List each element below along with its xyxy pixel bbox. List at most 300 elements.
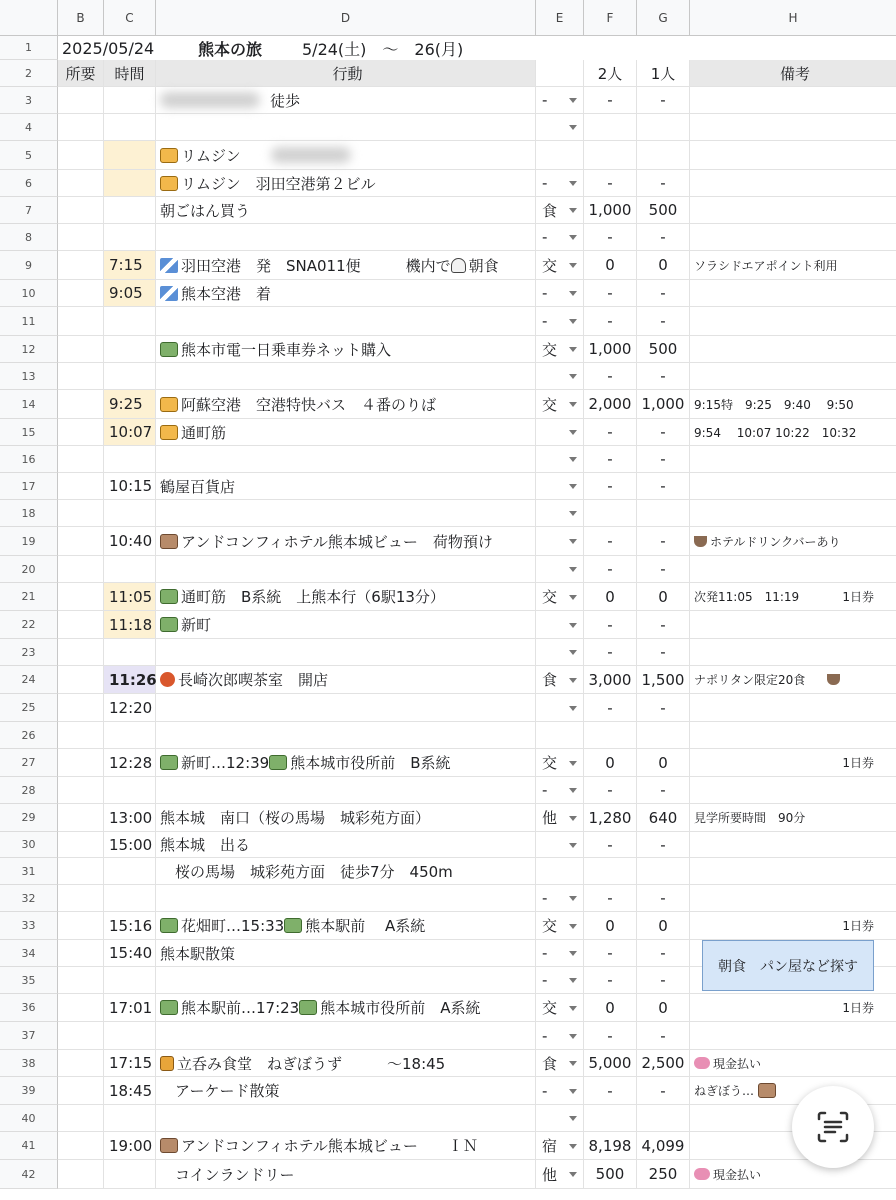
duration-cell[interactable] <box>58 1105 104 1132</box>
chevron-down-icon[interactable] <box>569 347 577 352</box>
price-2-cell[interactable] <box>584 994 637 1022</box>
row-number[interactable]: 38 <box>0 1050 58 1077</box>
category-select[interactable] <box>536 1105 584 1132</box>
time-cell[interactable] <box>104 1160 156 1189</box>
action-cell[interactable] <box>156 994 536 1022</box>
select-all-corner[interactable] <box>0 0 58 36</box>
price-2-cell[interactable] <box>584 1105 637 1132</box>
price-1-cell[interactable] <box>637 832 690 858</box>
price-2-cell[interactable] <box>584 1132 637 1160</box>
time-cell[interactable] <box>104 141 156 170</box>
duration-cell[interactable] <box>58 500 104 527</box>
time-cell[interactable] <box>104 556 156 583</box>
category-select[interactable] <box>536 556 584 583</box>
notes-cell[interactable] <box>690 500 896 527</box>
notes-cell[interactable] <box>690 307 896 336</box>
category-select[interactable] <box>536 280 584 307</box>
notes-cell[interactable] <box>690 251 896 280</box>
price-2-cell[interactable] <box>584 170 637 197</box>
price-2-cell[interactable] <box>584 749 637 777</box>
price-1-cell[interactable] <box>637 224 690 251</box>
time-cell[interactable] <box>104 1132 156 1160</box>
notes-cell[interactable] <box>690 114 896 141</box>
row-number[interactable]: 19 <box>0 527 58 556</box>
duration-cell[interactable] <box>58 912 104 940</box>
duration-cell[interactable] <box>58 419 104 446</box>
price-2-cell[interactable] <box>584 527 637 556</box>
price-1-cell[interactable] <box>637 777 690 804</box>
category-select[interactable] <box>536 994 584 1022</box>
notes-cell[interactable] <box>690 527 896 556</box>
action-cell[interactable] <box>156 694 536 722</box>
category-select[interactable] <box>536 419 584 446</box>
column-header-e[interactable]: E <box>536 0 584 36</box>
chevron-down-icon[interactable] <box>569 402 577 407</box>
action-cell[interactable] <box>156 251 536 280</box>
price-1-cell[interactable] <box>637 141 690 170</box>
row-number[interactable]: 36 <box>0 994 58 1022</box>
category-select[interactable] <box>536 749 584 777</box>
action-cell[interactable] <box>156 280 536 307</box>
time-cell[interactable] <box>104 639 156 666</box>
price-1-cell[interactable] <box>637 197 690 224</box>
row-number[interactable]: 29 <box>0 804 58 832</box>
price-2-cell[interactable] <box>584 858 637 885</box>
category-select[interactable] <box>536 446 584 473</box>
row-number[interactable]: 31 <box>0 858 58 885</box>
notes-cell[interactable] <box>690 858 896 885</box>
action-cell[interactable] <box>156 473 536 500</box>
row-number[interactable]: 22 <box>0 611 58 639</box>
category-select[interactable] <box>536 170 584 197</box>
category-select[interactable] <box>536 87 584 114</box>
duration-cell[interactable] <box>58 832 104 858</box>
action-cell[interactable] <box>156 666 536 694</box>
price-2-cell[interactable] <box>584 1050 637 1077</box>
chevron-down-icon[interactable] <box>569 1061 577 1066</box>
duration-cell[interactable] <box>58 967 104 994</box>
price-2-cell[interactable] <box>584 722 637 749</box>
time-cell[interactable] <box>104 527 156 556</box>
price-1-cell[interactable] <box>637 87 690 114</box>
duration-cell[interactable] <box>58 749 104 777</box>
notes-cell[interactable] <box>690 1022 896 1050</box>
action-cell[interactable] <box>156 390 536 419</box>
action-cell[interactable] <box>156 527 536 556</box>
price-2-cell[interactable] <box>584 141 637 170</box>
row-number[interactable]: 14 <box>0 390 58 419</box>
price-2-cell[interactable] <box>584 500 637 527</box>
action-cell[interactable] <box>156 556 536 583</box>
category-select[interactable] <box>536 583 584 611</box>
category-select[interactable] <box>536 224 584 251</box>
column-header-h[interactable]: H <box>788 11 798 25</box>
notes-cell[interactable] <box>690 1050 896 1077</box>
action-cell[interactable] <box>156 224 536 251</box>
category-select[interactable] <box>536 832 584 858</box>
category-select[interactable] <box>536 1160 584 1189</box>
duration-cell[interactable] <box>58 336 104 363</box>
notes-cell[interactable] <box>690 556 896 583</box>
action-cell[interactable] <box>156 722 536 749</box>
action-cell[interactable] <box>156 446 536 473</box>
duration-cell[interactable] <box>58 994 104 1022</box>
price-2-cell[interactable] <box>584 556 637 583</box>
duration-cell[interactable] <box>58 1077 104 1105</box>
price-2-cell[interactable] <box>584 390 637 419</box>
price-1-cell[interactable] <box>637 280 690 307</box>
price-2-cell[interactable] <box>584 363 637 390</box>
price-2-cell[interactable] <box>584 639 637 666</box>
price-1-cell[interactable] <box>637 1160 690 1189</box>
time-cell[interactable] <box>104 197 156 224</box>
chevron-down-icon[interactable] <box>569 263 577 268</box>
duration-cell[interactable] <box>58 527 104 556</box>
price-2-cell[interactable] <box>584 473 637 500</box>
row-number[interactable]: 40 <box>0 1105 58 1132</box>
time-cell[interactable] <box>104 832 156 858</box>
header-notes[interactable]: 備考 <box>690 60 896 87</box>
row-number[interactable]: 37 <box>0 1022 58 1050</box>
action-cell[interactable] <box>156 114 536 141</box>
price-2-cell[interactable] <box>584 336 637 363</box>
price-2-cell[interactable] <box>584 694 637 722</box>
duration-cell[interactable] <box>58 280 104 307</box>
chevron-down-icon[interactable] <box>569 706 577 711</box>
chevron-down-icon[interactable] <box>569 484 577 489</box>
chevron-down-icon[interactable] <box>569 125 577 130</box>
time-cell[interactable] <box>104 87 156 114</box>
price-1-cell[interactable] <box>637 858 690 885</box>
time-cell[interactable] <box>104 114 156 141</box>
row-number[interactable]: 21 <box>0 583 58 611</box>
duration-cell[interactable] <box>58 694 104 722</box>
time-cell[interactable] <box>104 1022 156 1050</box>
header-price-1[interactable]: 1人 <box>637 60 690 87</box>
price-1-cell[interactable] <box>637 666 690 694</box>
price-1-cell[interactable] <box>637 307 690 336</box>
notes-cell[interactable] <box>690 390 896 419</box>
chevron-down-icon[interactable] <box>569 843 577 848</box>
price-2-cell[interactable] <box>584 1077 637 1105</box>
chevron-down-icon[interactable] <box>569 951 577 956</box>
chevron-down-icon[interactable] <box>569 1116 577 1121</box>
category-select[interactable] <box>536 639 584 666</box>
category-select[interactable] <box>536 912 584 940</box>
duration-cell[interactable] <box>58 777 104 804</box>
time-cell[interactable] <box>104 940 156 967</box>
category-select[interactable] <box>536 666 584 694</box>
price-1-cell[interactable] <box>637 1077 690 1105</box>
time-cell[interactable] <box>104 363 156 390</box>
price-2-cell[interactable] <box>584 832 637 858</box>
price-2-cell[interactable] <box>584 885 637 912</box>
price-2-cell[interactable] <box>584 280 637 307</box>
time-cell[interactable] <box>104 994 156 1022</box>
price-1-cell[interactable] <box>637 804 690 832</box>
duration-cell[interactable] <box>58 197 104 224</box>
notes-cell[interactable] <box>690 473 896 500</box>
chevron-down-icon[interactable] <box>569 98 577 103</box>
action-cell[interactable] <box>156 1022 536 1050</box>
row-number[interactable]: 34 <box>0 940 58 967</box>
chevron-down-icon[interactable] <box>569 567 577 572</box>
category-select[interactable] <box>536 251 584 280</box>
row-number[interactable]: 30 <box>0 832 58 858</box>
chevron-down-icon[interactable] <box>569 374 577 379</box>
row-number[interactable]: 23 <box>0 639 58 666</box>
price-1-cell[interactable] <box>637 500 690 527</box>
duration-cell[interactable] <box>58 666 104 694</box>
notes-cell[interactable] <box>690 1160 896 1189</box>
category-select[interactable] <box>536 804 584 832</box>
notes-cell[interactable] <box>690 141 896 170</box>
time-cell[interactable] <box>104 446 156 473</box>
time-cell[interactable] <box>104 419 156 446</box>
notes-cell[interactable] <box>690 170 896 197</box>
row-number[interactable]: 10 <box>0 280 58 307</box>
category-select[interactable] <box>536 858 584 885</box>
duration-cell[interactable] <box>58 251 104 280</box>
price-2-cell[interactable] <box>584 87 637 114</box>
chevron-down-icon[interactable] <box>569 816 577 821</box>
action-cell[interactable] <box>156 611 536 639</box>
category-select[interactable] <box>536 722 584 749</box>
category-select[interactable] <box>536 473 584 500</box>
time-cell[interactable] <box>104 804 156 832</box>
trip-date[interactable]: 2025/05/24 <box>62 38 155 58</box>
time-cell[interactable] <box>104 912 156 940</box>
duration-cell[interactable] <box>58 1022 104 1050</box>
time-cell[interactable] <box>104 858 156 885</box>
trip-range[interactable]: 5/24(土) 〜 26(月) <box>302 39 464 59</box>
header-category[interactable] <box>536 60 584 87</box>
duration-cell[interactable] <box>58 639 104 666</box>
time-cell[interactable] <box>104 170 156 197</box>
notes-cell[interactable] <box>690 224 896 251</box>
chevron-down-icon[interactable] <box>569 511 577 516</box>
column-header-g[interactable]: G <box>637 0 690 36</box>
action-cell[interactable] <box>156 804 536 832</box>
chevron-down-icon[interactable] <box>569 430 577 435</box>
price-1-cell[interactable] <box>637 336 690 363</box>
price-2-cell[interactable] <box>584 777 637 804</box>
time-cell[interactable] <box>104 390 156 419</box>
notes-cell[interactable] <box>690 666 896 694</box>
price-2-cell[interactable] <box>584 307 637 336</box>
price-1-cell[interactable] <box>637 694 690 722</box>
price-2-cell[interactable] <box>584 912 637 940</box>
chevron-down-icon[interactable] <box>569 896 577 901</box>
duration-cell[interactable] <box>58 114 104 141</box>
lens-button[interactable] <box>792 1086 874 1168</box>
action-cell[interactable] <box>156 1160 536 1189</box>
duration-cell[interactable] <box>58 307 104 336</box>
time-cell[interactable] <box>104 500 156 527</box>
row-number[interactable]: 41 <box>0 1132 58 1160</box>
price-1-cell[interactable] <box>637 940 690 967</box>
notes-cell[interactable] <box>690 722 896 749</box>
row-number[interactable]: 32 <box>0 885 58 912</box>
row-number[interactable]: 15 <box>0 419 58 446</box>
time-cell[interactable] <box>104 694 156 722</box>
time-cell[interactable] <box>104 583 156 611</box>
chevron-down-icon[interactable] <box>569 1034 577 1039</box>
row-number[interactable]: 39 <box>0 1077 58 1105</box>
row-number[interactable]: 11 <box>0 307 58 336</box>
notes-cell[interactable] <box>690 639 896 666</box>
action-cell[interactable] <box>156 832 536 858</box>
row-number[interactable]: 24 <box>0 666 58 694</box>
price-1-cell[interactable] <box>637 611 690 639</box>
action-cell[interactable] <box>156 307 536 336</box>
category-select[interactable] <box>536 1050 584 1077</box>
time-cell[interactable] <box>104 749 156 777</box>
chevron-down-icon[interactable] <box>569 924 577 929</box>
action-cell[interactable] <box>156 583 536 611</box>
row-number[interactable]: 13 <box>0 363 58 390</box>
price-2-cell[interactable] <box>584 197 637 224</box>
action-cell[interactable] <box>156 858 536 885</box>
price-1-cell[interactable] <box>637 639 690 666</box>
row-number[interactable]: 35 <box>0 967 58 994</box>
row-number[interactable]: 12 <box>0 336 58 363</box>
time-cell[interactable] <box>104 307 156 336</box>
price-1-cell[interactable] <box>637 885 690 912</box>
notes-cell[interactable] <box>690 87 896 114</box>
notes-cell[interactable] <box>690 611 896 639</box>
category-select[interactable] <box>536 390 584 419</box>
header-time[interactable]: 時間 <box>104 60 156 87</box>
action-cell[interactable] <box>156 170 536 197</box>
time-cell[interactable] <box>104 224 156 251</box>
row-number[interactable]: 20 <box>0 556 58 583</box>
duration-cell[interactable] <box>58 1132 104 1160</box>
price-1-cell[interactable] <box>637 114 690 141</box>
action-cell[interactable] <box>156 1132 536 1160</box>
action-cell[interactable] <box>156 1077 536 1105</box>
time-cell[interactable] <box>104 666 156 694</box>
time-cell[interactable] <box>104 280 156 307</box>
time-cell[interactable] <box>104 967 156 994</box>
row-number[interactable]: 26 <box>0 722 58 749</box>
column-header-b[interactable]: B <box>58 0 104 36</box>
price-1-cell[interactable] <box>637 363 690 390</box>
duration-cell[interactable] <box>58 446 104 473</box>
price-1-cell[interactable] <box>637 1132 690 1160</box>
row-number[interactable]: 1 <box>0 36 58 60</box>
duration-cell[interactable] <box>58 390 104 419</box>
price-1-cell[interactable] <box>637 556 690 583</box>
notes-cell[interactable] <box>690 363 896 390</box>
duration-cell[interactable] <box>58 473 104 500</box>
row-number[interactable]: 3 <box>0 87 58 114</box>
category-select[interactable] <box>536 527 584 556</box>
price-1-cell[interactable] <box>637 583 690 611</box>
category-select[interactable] <box>536 967 584 994</box>
row-number[interactable]: 9 <box>0 251 58 280</box>
chevron-down-icon[interactable] <box>569 181 577 186</box>
category-select[interactable] <box>536 1022 584 1050</box>
chevron-down-icon[interactable] <box>569 1089 577 1094</box>
action-cell[interactable] <box>156 141 536 170</box>
category-select[interactable] <box>536 500 584 527</box>
duration-cell[interactable] <box>58 583 104 611</box>
notes-cell[interactable] <box>690 280 896 307</box>
duration-cell[interactable] <box>58 363 104 390</box>
price-2-cell[interactable] <box>584 666 637 694</box>
price-2-cell[interactable] <box>584 446 637 473</box>
action-cell[interactable] <box>156 419 536 446</box>
price-1-cell[interactable] <box>637 967 690 994</box>
price-2-cell[interactable] <box>584 114 637 141</box>
action-cell[interactable] <box>156 777 536 804</box>
column-header-f[interactable]: F <box>584 0 637 36</box>
time-cell[interactable] <box>104 251 156 280</box>
row-number[interactable]: 25 <box>0 694 58 722</box>
chevron-down-icon[interactable] <box>569 1006 577 1011</box>
action-cell[interactable] <box>156 336 536 363</box>
category-select[interactable] <box>536 1077 584 1105</box>
price-1-cell[interactable] <box>637 390 690 419</box>
duration-cell[interactable] <box>58 556 104 583</box>
price-1-cell[interactable] <box>637 722 690 749</box>
price-1-cell[interactable] <box>637 473 690 500</box>
category-select[interactable] <box>536 141 584 170</box>
price-2-cell[interactable] <box>584 1022 637 1050</box>
price-2-cell[interactable] <box>584 804 637 832</box>
chevron-down-icon[interactable] <box>569 208 577 213</box>
notes-cell[interactable] <box>690 912 896 940</box>
price-1-cell[interactable] <box>637 1022 690 1050</box>
row-number[interactable]: 28 <box>0 777 58 804</box>
row-number[interactable]: 33 <box>0 912 58 940</box>
duration-cell[interactable] <box>58 1160 104 1189</box>
trip-title[interactable]: 熊本の旅 <box>198 39 263 59</box>
price-1-cell[interactable] <box>637 527 690 556</box>
action-cell[interactable] <box>156 912 536 940</box>
action-cell[interactable] <box>156 749 536 777</box>
price-2-cell[interactable] <box>584 1160 637 1189</box>
action-cell[interactable] <box>156 885 536 912</box>
time-cell[interactable] <box>104 1105 156 1132</box>
action-cell[interactable] <box>156 639 536 666</box>
price-1-cell[interactable] <box>637 170 690 197</box>
row-number[interactable]: 6 <box>0 170 58 197</box>
action-cell[interactable] <box>156 197 536 224</box>
notes-cell[interactable] <box>690 583 896 611</box>
time-cell[interactable] <box>104 611 156 639</box>
row-number[interactable]: 18 <box>0 500 58 527</box>
category-select[interactable] <box>536 885 584 912</box>
notes-cell[interactable] <box>690 804 896 832</box>
category-select[interactable] <box>536 363 584 390</box>
notes-cell[interactable] <box>690 197 896 224</box>
row-number[interactable]: 27 <box>0 749 58 777</box>
action-cell[interactable] <box>156 940 536 967</box>
chevron-down-icon[interactable] <box>569 457 577 462</box>
chevron-down-icon[interactable] <box>569 623 577 628</box>
row-number[interactable]: 4 <box>0 114 58 141</box>
row-number[interactable]: 5 <box>0 141 58 170</box>
category-select[interactable] <box>536 307 584 336</box>
row-number[interactable]: 7 <box>0 197 58 224</box>
action-cell[interactable] <box>156 363 536 390</box>
row-number[interactable]: 17 <box>0 473 58 500</box>
price-2-cell[interactable] <box>584 419 637 446</box>
time-cell[interactable] <box>104 722 156 749</box>
duration-cell[interactable] <box>58 170 104 197</box>
